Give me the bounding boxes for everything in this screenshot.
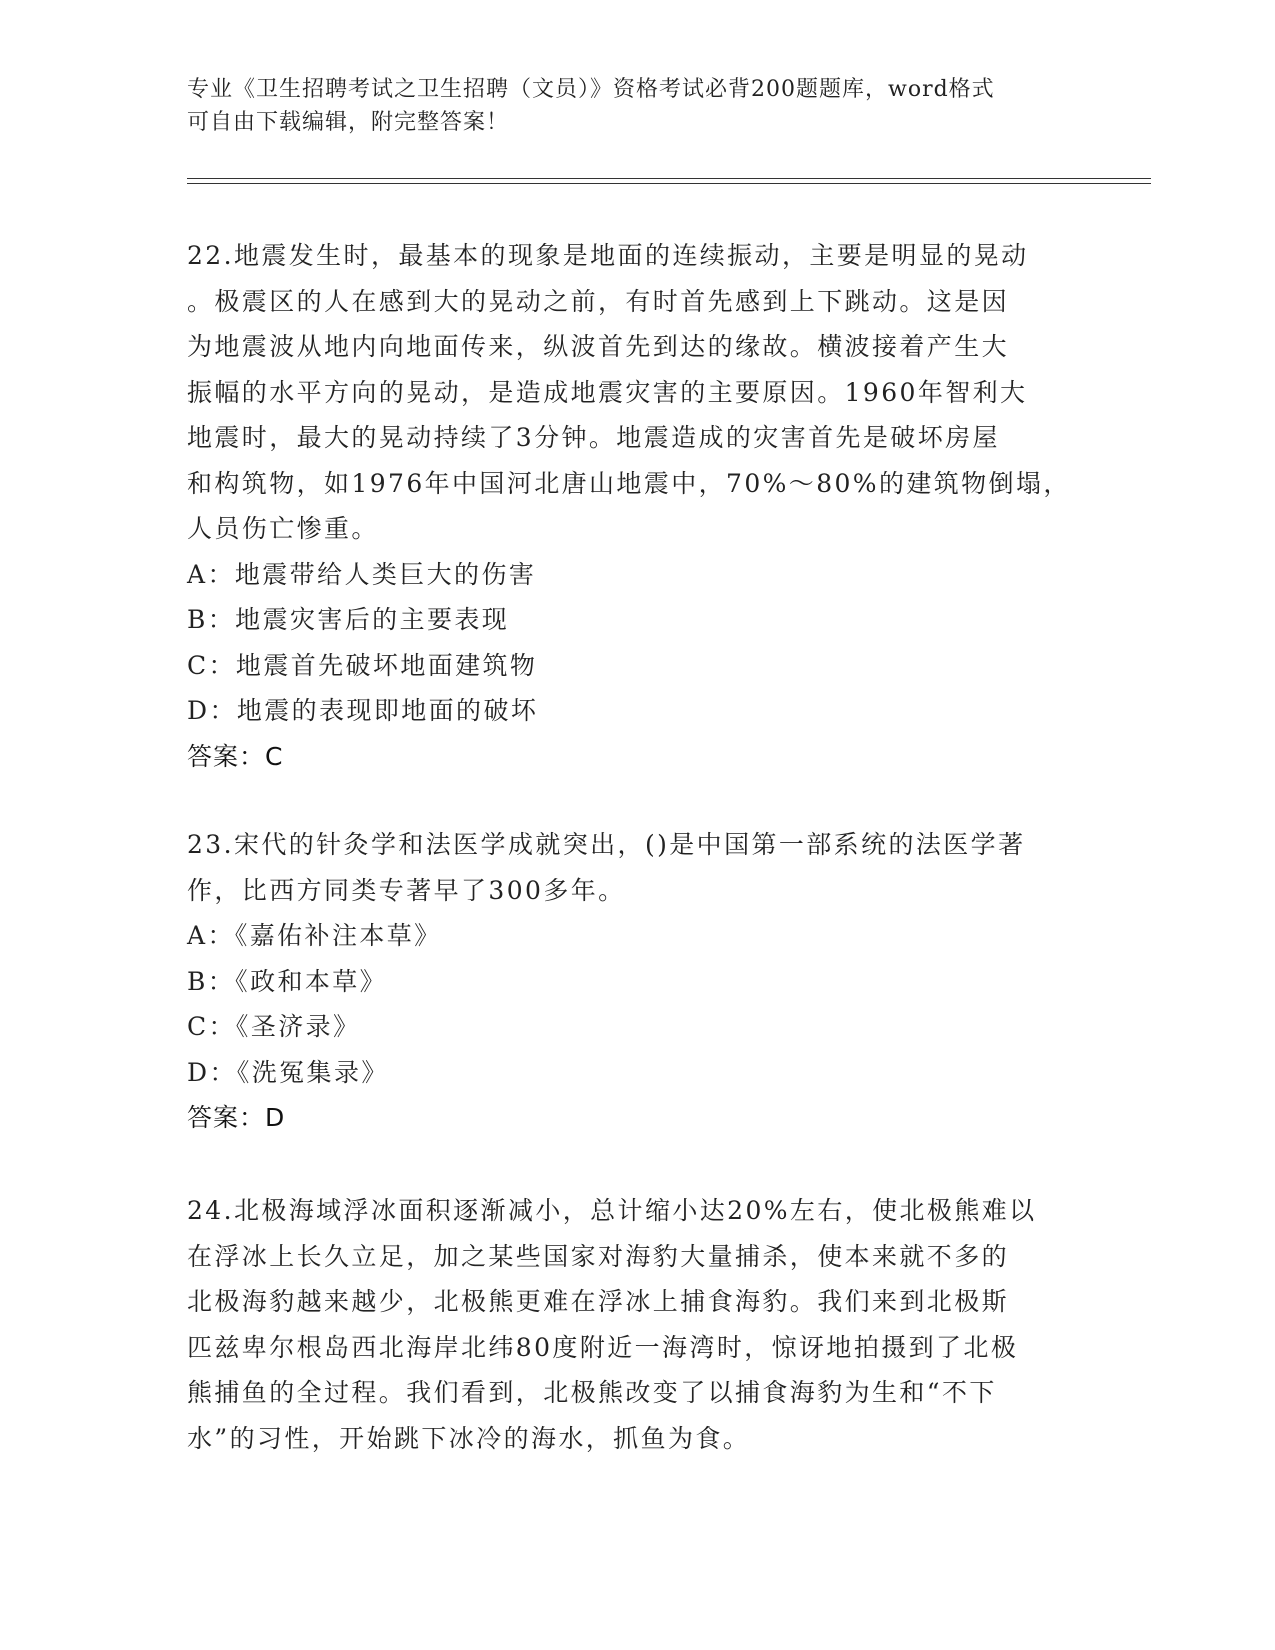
question-22 (187, 233, 1077, 779)
question-text-line: 为地震波从地内向地面传来，纵波首先到达的缘故。横波接着产生大 (187, 332, 1010, 361)
option-c: C：《圣济录》 (187, 1012, 361, 1041)
question-text-line: 北极海豹越来越少，北极熊更难在浮冰上捕食海豹。我们来到北极斯 (187, 1287, 1010, 1316)
question-text-line: 。极震区的人在感到大的晃动之前，有时首先感到上下跳动。这是因 (187, 286, 1010, 316)
answer-line: 答案：D (187, 1103, 286, 1132)
header-divider (187, 183, 1151, 184)
question-text-line: 振幅的水平方向的晃动，是造成地震灾害的主要原因。1960年智利大 (187, 377, 1028, 407)
question-23 (187, 822, 1077, 1141)
option-b: B：《政和本草》 (187, 966, 388, 996)
question-24 (187, 1188, 1077, 1461)
question-text-line: 熊捕鱼的全过程。我们看到，北极熊改变了以捕食海豹为生和“不下 (187, 1378, 997, 1407)
question-text-line: 作，比西方同类专著早了300多年。 (187, 875, 626, 905)
question-text-line: 水”的习性，开始跳下冰冷的海水，抓鱼为食。 (187, 1423, 751, 1453)
question-text-line: 和构筑物，如1976年中国河北唐山地震中，70%～80%的建筑物倒塌， (187, 468, 1071, 498)
question-text-line: 在浮冰上长久立足，加之某些国家对海豹大量捕杀，使本来就不多的 (187, 1241, 1010, 1271)
question-text-line: 匹兹卑尔根岛西北海岸北纬80度附近一海湾时，惊讶地拍摄到了北极 (187, 1332, 1019, 1362)
question-text-line: 地震时，最大的晃动持续了3分钟。地震造成的灾害首先是破坏房屋 (187, 423, 1000, 452)
option-d: D：地震的表现即地面的破坏 (187, 696, 539, 725)
option-a: A：《嘉佑补注本草》 (187, 921, 442, 950)
question-text-line: 23.宋代的针灸学和法医学成就突出，()是中国第一部系统的法医学著 (187, 830, 1026, 859)
option-c: C：地震首先破坏地面建筑物 (187, 650, 538, 680)
option-a: A：地震带给人类巨大的伤害 (187, 559, 537, 589)
question-text-line: 人员伤亡惨重。 (187, 514, 379, 543)
option-d: D：《洗冤集录》 (187, 1057, 389, 1087)
header-line: 可自由下载编辑，附完整答案！ (187, 110, 510, 135)
header-line: 专业《卫生招聘考试之卫生招聘（文员）》资格考试必背200题题库，word格式 (187, 77, 995, 102)
answer-line: 答案：C (187, 741, 284, 771)
option-b: B：地震灾害后的主要表现 (187, 605, 510, 634)
question-text-line: 22.地震发生时，最基本的现象是地面的连续振动，主要是明显的晃动 (187, 241, 1029, 270)
question-text-line: 24.北极海域浮冰面积逐渐减小，总计缩小达20%左右，使北极熊难以 (187, 1196, 1037, 1225)
document-header (187, 73, 1067, 139)
header-divider (187, 178, 1151, 179)
